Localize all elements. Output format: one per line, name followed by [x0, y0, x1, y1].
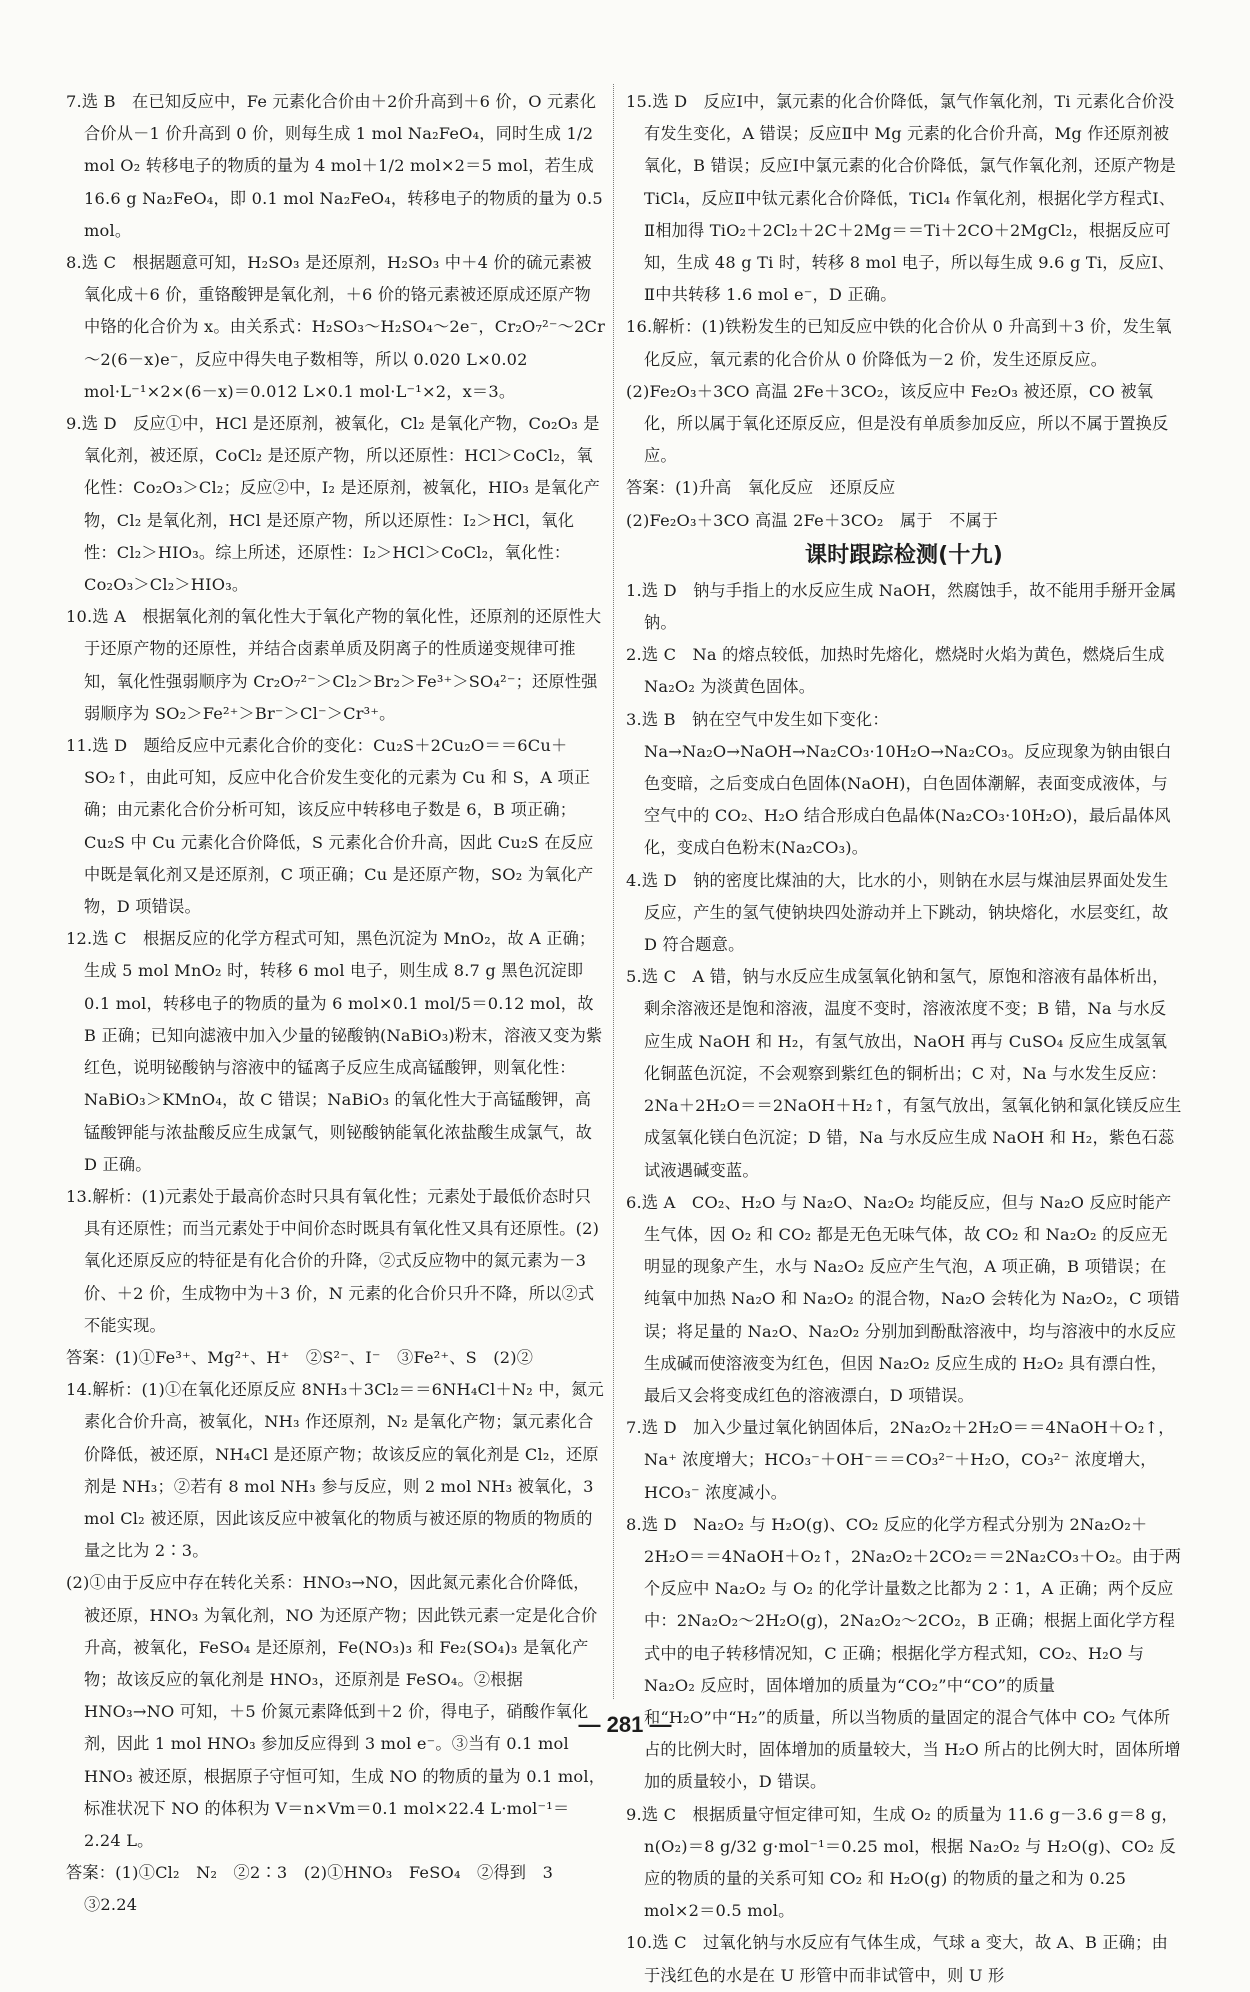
section-item-6: 6.选 A CO₂、H₂O 与 Na₂O、Na₂O₂ 均能反应，但与 Na₂O 反应时能产生气体，因 O₂ 和 CO₂ 都是无色无味气体，故 CO₂ 和 Na₂O₂ 的反应无明显的现象产生，水与 Na₂O₂ 反应产生气泡，A 项正确，B 项错误；在纯氧中加热 Na₂O 和 Na₂O₂ 的混合物，Na₂O 会转化为 Na₂O₂，C 项错误；将足量的 Na₂O、Na₂O₂ 分别加到酚酞溶液中，均与溶液中的水反应生成碱而使溶液变为红色，但因 Na₂O₂ 反应生成的 H₂O₂ 具有漂白性，最后又会将变成红色的溶液漂白，D 项错误。: [626, 1192, 1180, 1405]
section-item-5: 5.选 C A 错，钠与水反应生成氢氧化钠和氢气，原饱和溶液有晶体析出，剩余溶液还是饱和溶液，温度不变时，溶液浓度不变；B 错，Na 与水反应生成 NaOH 和 H₂，有氢气放出，NaOH 再与 CuSO₄ 反应生成氢氧化铜蓝色沉淀，不会观察到紫红色的铜析出；C 对，Na 与水发生反应：2Na＋2H₂O＝＝2NaOH＋H₂↑，有氢气放出，氢氧化钠和氯化镁反应生成氢氧化镁白色沉淀；D 错，Na 与水反应生成 NaOH 和 H₂，紫色石蕊试液遇碱变蓝。: [626, 967, 1182, 1180]
section-item-9: 9.选 C 根据质量守恒定律可知，生成 O₂ 的质量为 11.6 g－3.6 g＝8 g，n(O₂)＝8 g/32 g·mol⁻¹＝0.25 mol，根据 Na₂O₂ 与 H₂O(g)、CO₂ 反应的物质的量的关系可知 CO₂ 和 H₂O(g) 的物质的量之和为 0.25 mol×2＝0.5 mol。: [626, 1804, 1178, 1921]
answer-item-16-answer-2: (2)Fe₂O₃＋3CO 高温 2Fe＋3CO₂ 属于 不属于: [626, 510, 999, 530]
answer-item-14-answer: 答案：(1)①Cl₂ N₂ ②2∶3 (2)①HNO₃ FeSO₄ ②得到 3 ③2.24: [66, 1863, 570, 1915]
answer-item-13-answer: 答案：(1)①Fe³⁺、Mg²⁺、H⁺ ②S²⁻、I⁻ ③Fe²⁺、S (2)②: [66, 1347, 534, 1367]
page-number: — 281 —: [578, 1712, 672, 1737]
answer-item-15: 15.选 D 反应Ⅰ中，氯元素的化合价降低，氯气作氧化剂，Ti 元素化合价没有发生变化，A 错误；反应Ⅱ中 Mg 元素的化合价升高，Mg 作还原剂被氧化，B 错误；反应Ⅰ中氯元素的化合价降低，氯气作氧化剂，还原产物是 TiCl₄，反应Ⅱ中钛元素化合价降低，TiCl₄ 作氧化剂，根据化学方程式Ⅰ、Ⅱ相加得 TiO₂＋2Cl₂＋2C＋2Mg＝＝Ti＋2CO＋2MgCl₂，根据反应可知，生成 48 g Ti 时，转移 8 mol 电子，所以每生成 9.6 g Ti，反应Ⅰ、Ⅱ中共转移 1.6 mol e⁻，D 正确。: [626, 92, 1177, 305]
section-item-7: 7.选 D 加入少量过氧化钠固体后，2Na₂O₂＋2H₂O＝＝4NaOH＋O₂↑，Na⁺ 浓度增大；HCO₃⁻＋OH⁻＝＝CO₃²⁻＋H₂O，CO₃²⁻ 浓度增大，HCO₃⁻ 浓度减小。: [626, 1418, 1175, 1502]
section-item-8: 8.选 D Na₂O₂ 与 H₂O(g)、CO₂ 反应的化学方程式分别为 2Na₂O₂＋2H₂O＝＝4NaOH＋O₂↑，2Na₂O₂＋2CO₂＝＝2Na₂CO₃＋O₂。由于两个反应中 Na₂O₂ 与 O₂ 的化学计量数之比都为 2∶1，A 正确；两个反应中：2Na₂O₂～2H₂O(g)，2Na₂O₂～2CO₂，B 正确；根据上面化学方程式中的电子转移情况知，C 正确；根据化学方程式知，CO₂、H₂O 与 Na₂O₂ 反应时，固体增加的质量为“CO₂”中“CO”的质量和“H₂O”中“H₂”的质量，所以当物质的量固定的混合气体中 CO₂ 气体所占的比例大时，固体增加的质量较大，当 H₂O 所占的比例大时，固体所增加的质量较小，D 错误。: [626, 1514, 1182, 1792]
answer-item-16-answer: 答案：(1)升高 氧化反应 还原反应: [626, 478, 896, 498]
answer-item-16: 16.解析：(1)铁粉发生的已知反应中铁的化合价从 0 升高到＋3 价，发生氧化反应，氧元素的化合价从 0 价降低为－2 价，发生还原反应。: [626, 317, 1172, 369]
section-item-3: 3.选 B 钠在空气中发生如下变化：Na→Na₂O→NaOH→Na₂CO₃·10H₂O→Na₂CO₃。反应现象为钠由银白色变暗，之后变成白色固体(NaOH)，白色固体潮解，表面变成液体，与空气中的 CO₂、H₂O 结合形成白色晶体(Na₂CO₃·10H₂O)，最后晶体风化，变成白色粉末(Na₂CO₃)。: [626, 709, 1172, 858]
section-item-2: 2.选 C Na 的熔点较低，加热时先熔化，燃烧时火焰为黄色，燃烧后生成 Na₂O₂ 为淡黄色固体。: [626, 645, 1165, 697]
left-column: [66, 86, 606, 1922]
answer-item-10: 10.选 A 根据氧化剂的氧化性大于氧化产物的氧化性，还原剂的还原性大于还原产物的还原性，并结合卤素单质及阴离子的性质递变规律可推知，氧化性强弱顺序为 Cr₂O₇²⁻＞Cl₂＞Br₂＞Fe³⁺＞SO₄²⁻；还原性强弱顺序为 SO₂＞Fe²⁺＞Br⁻＞Cl⁻＞Cr³⁺。: [66, 607, 602, 723]
section-item-1: 1.选 D 钠与手指上的水反应生成 NaOH，然腐蚀手，故不能用手掰开金属钠。: [626, 580, 1177, 633]
answer-item-13: 13.解析：(1)元素处于最高价态时只具有氧化性；元素处于最低价态时只具有还原性；而当元素处于中间价态时既具有氧化性又具有还原性。(2)氧化还原反应的特征是有化合价的升降，②式反应物中的氮元素为－3 价、＋2 价，生成物中为＋3 价，N 元素的化合价只升不降，所以②式不能实现。: [66, 1186, 600, 1335]
section-item-10: 10.选 C 过氧化钠与水反应有气体生成，气球 a 变大，故 A、B 正确；由于浅红色的水是在 U 形管中而非试管中，则 U 形: [626, 1933, 1168, 1985]
right-column: [626, 86, 1182, 1992]
section-item-4: 4.选 D 钠的密度比煤油的大，比水的小，则钠在水层与煤油层界面处发生反应，产生的氢气使钠块四处游动并上下跳动，钠块熔化，水层变红，故 D 符合题意。: [626, 870, 1169, 955]
column-divider: [613, 84, 614, 1699]
answer-item-16-part2: (2)Fe₂O₃＋3CO 高温 2Fe＋3CO₂，该反应中 Fe₂O₃ 被还原，CO 被氧化，所以属于氧化还原反应，但是没有单质参加反应，所以不属于置换反应。: [626, 381, 1169, 466]
answer-item-11: 11.选 D 题给反应中元素化合价的变化：Cu₂S＋2Cu₂O＝＝6Cu＋SO₂↑，由此可知，反应中化合价发生变化的元素为 Cu 和 S，A 项正确；由元素化合价分析可知，该反应中转移电子数是 6，B 项正确；Cu₂S 中 Cu 元素化合价降低，S 元素化合价升高，因此 Cu₂S 在反应中既是氧化剂又是还原剂，C 项正确；Cu 是还原产物，SO₂ 为氧化产物，D 项错误。: [66, 736, 594, 917]
answer-item-12: 12.选 C 根据反应的化学方程式可知，黑色沉淀为 MnO₂，故 A 正确；生成 5 mol MnO₂ 时，转移 6 mol 电子，则生成 8.7 g 黑色沉淀即 0.1 mol，转移电子的物质的量为 6 mol×0.1 mol/5＝0.12 mol，故 B 正确；已知向滤液中加入少量的铋酸钠(NaBiO₃)粉末，溶液又变为紫红色，说明铋酸钠与溶液中的锰离子反应生成高锰酸钾，则氧化性：NaBiO₃＞KMnO₄，故 C 错误；NaBiO₃ 的氧化性大于高锰酸钾，高锰酸钾能与浓盐酸反应生成氯气，则铋酸钠能氧化浓盐酸生成氯气，故 D 正确。: [66, 929, 603, 1174]
answer-item-8: 8.选 C 根据题意可知，H₂SO₃ 是还原剂，H₂SO₃ 中＋4 价的硫元素被氧化成＋6 价，重铬酸钾是氧化剂，＋6 价的铬元素被还原成还原产物中铬的化合价为 x。由关系式：H₂SO₃～H₂SO₄～2e⁻，Cr₂O₇²⁻～2Cr～2(6－x)e⁻，反应中得失电子数相等，所以 0.020 L×0.02 mol·L⁻¹×2×(6－x)＝0.012 L×0.1 mol·L⁻¹×2，x＝3。: [66, 253, 606, 401]
section-title: 课时跟踪检测(十九): [804, 542, 1004, 568]
answer-item-14: 14.解析：(1)①在氧化还原反应 8NH₃＋3Cl₂＝＝6NH₄Cl＋N₂ 中，氮元素化合价升高，被氧化，NH₃ 作还原剂，N₂ 是氧化产物；氯元素化合价降低，被还原，NH₄Cl 是还原产物；故该反应的氧化剂是 Cl₂，还原剂是 NH₃；②若有 8 mol NH₃ 参与反应，则 2 mol NH₃ 被氧化，3 mol Cl₂ 被还原，因此该反应中被氧化的物质与被还原的物质的物质的量之比为 2∶3。: [66, 1380, 604, 1561]
answer-item-9: 9.选 D 反应①中，HCl 是还原剂，被氧化，Cl₂ 是氧化产物，Co₂O₃ 是氧化剂，被还原，CoCl₂ 是还原产物，所以还原性：HCl＞CoCl₂，氧化性：Co₂O₃＞Cl₂；反应②中，I₂ 是还原剂，被氧化，HIO₃ 是氧化产物，Cl₂ 是氧化剂，HCl 是还原产物，所以还原性：I₂＞HCl，氧化性：Cl₂＞HIO₃。综上所述，还原性：I₂＞HCl＞CoCl₂，氧化性：Co₂O₃＞Cl₂＞HIO₃。: [66, 414, 600, 595]
answer-item-7: 7.选 B 在已知反应中，Fe 元素化合价由＋2价升高到＋6 价，O 元素化合价从－1 价升高到 0 价，则每生成 1 mol Na₂FeO₄，同时生成 1/2 mol O₂ 转移电子的物质的量为 4 mol＋1/2 mol×2＝5 mol，若生成 16.6 g Na₂FeO₄，即 0.1 mol Na₂FeO₄，转移电子的物质的量为 0.5 mol。: [66, 92, 603, 240]
answer-item-14-part2: (2)①由于反应中存在转化关系：HNO₃→NO，因此氮元素化合价降低，被还原，HNO₃ 为氧化剂，NO 为还原产物；因此铁元素一定是化合价升高，被氧化，FeSO₄ 是还原剂，Fe(NO₃)₃ 和 Fe₂(SO₄)₃ 是氧化产物；故该反应的氧化剂是 HNO₃，还原剂是 FeSO₄。②根据 HNO₃→NO 可知，＋5 价氮元素降低到＋2 价，得电子，硝酸作氧化剂，因此 1 mol HNO₃ 参加反应得到 3 mol e⁻。③当有 0.1 mol HNO₃ 被还原，根据原子守恒可知，生成 NO 的物质的量为 0.1 mol，标准状况下 NO 的体积为 V＝n×Vm＝0.1 mol×22.4 L·mol⁻¹＝2.24 L。: [66, 1573, 606, 1850]
